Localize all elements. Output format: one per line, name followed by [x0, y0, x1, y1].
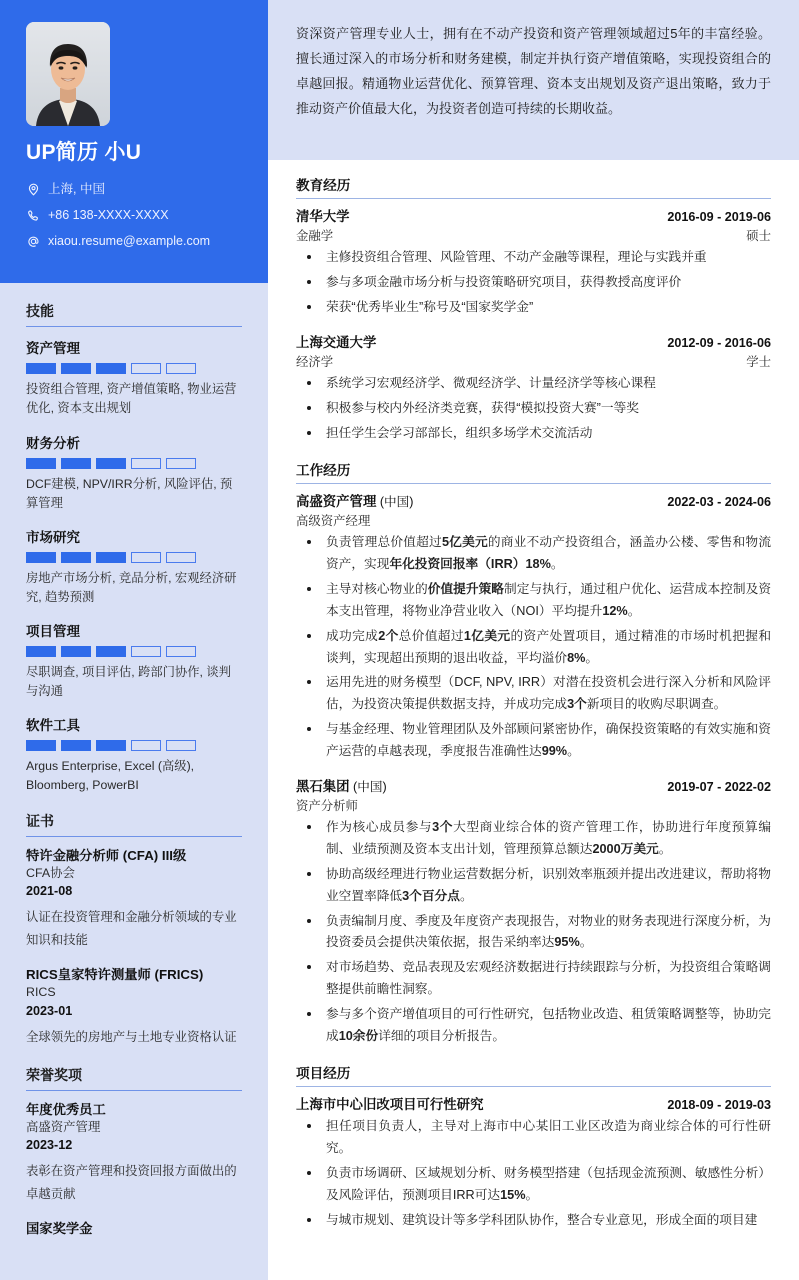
- main-column: [268, 0, 799, 1280]
- certificate-item-name: 特许金融分析师 (CFA) III级: [26, 847, 187, 863]
- entry-date: 2022-03 - 2024-06: [667, 494, 771, 509]
- phone-text: +86 138-XXXX-XXXX: [48, 207, 169, 222]
- skill-description: Argus Enterprise, Excel (高级), Bloomberg, PowerBI: [26, 758, 195, 792]
- company-name: 高盛资产管理 (中国): [296, 493, 414, 509]
- certificate-item-name: RICS皇家特许测量师 (FRICS): [26, 967, 204, 983]
- skill-segment: [131, 363, 161, 374]
- skills-section-title: 技能: [26, 301, 242, 327]
- entry-header: [296, 333, 771, 352]
- entry-subheader: [296, 796, 771, 814]
- skill-segment: [96, 458, 126, 469]
- entry-date: 2018-09 - 2019-03: [667, 1097, 771, 1112]
- education-section: [296, 174, 771, 445]
- list-item: 运用先进的财务模型（DCF, NPV, IRR）对潜在投资机会进行深入分析和风险评估，为投资决策提供数据支持，并成功完成3个新项目的收购尽职调查。: [296, 672, 771, 716]
- list-item: 参与多项金融市场分析与投资策略研究项目，获得教授高度评价: [296, 272, 771, 294]
- list-item: 负责编制月度、季度及年度资产表现报告，对物业的财务表现进行深度分析，为投资委员会提供决策依据，报告采纳率达95%。: [296, 911, 771, 955]
- skill-level-bar: [26, 740, 242, 751]
- list-item: 与城市规划、建筑设计等多学科团队协作，整合专业意见，形成全面的项目建: [296, 1210, 771, 1232]
- education-entry: [296, 207, 771, 319]
- major: 金融学: [296, 229, 334, 244]
- skill-description: 投资组合管理, 资产增值策略, 物业运营优化, 资本支出规划: [26, 382, 237, 416]
- profile-header: [0, 0, 268, 283]
- skill-item: [26, 620, 242, 701]
- certificate-item: [26, 847, 242, 952]
- work-entry: [296, 492, 771, 763]
- work-list: [296, 492, 771, 1048]
- company-suffix: (中国): [376, 494, 414, 509]
- education-entry: [296, 333, 771, 445]
- map-pin-icon: [26, 183, 40, 197]
- certificates-section: [26, 811, 242, 1049]
- skill-level-bar: [26, 458, 242, 469]
- entry-date: 2012-09 - 2016-06: [667, 335, 771, 350]
- certificates-section-title: 证书: [26, 811, 242, 837]
- certificate-item-date: 2023-01: [26, 1003, 73, 1018]
- skill-segment: [166, 363, 196, 374]
- contact-email: [26, 232, 242, 251]
- bullet-list: [296, 373, 771, 445]
- skill-item: [26, 337, 242, 418]
- list-item: 系统学习宏观经济学、微观经济学、计量经济学等核心课程: [296, 373, 771, 395]
- company-name: 黑石集团 (中国): [296, 778, 387, 794]
- skill-description: 房地产市场分析, 竞品分析, 宏观经济研究, 趋势预测: [26, 570, 237, 604]
- skill-segment: [96, 552, 126, 563]
- skill-segment: [61, 646, 91, 657]
- awards-section: [26, 1065, 242, 1238]
- entry-header: [296, 1095, 771, 1114]
- certificate-item: [26, 966, 242, 1048]
- skill-segment: [166, 552, 196, 563]
- skill-segment: [96, 363, 126, 374]
- project-list: [296, 1095, 771, 1232]
- skill-name: 市场研究: [26, 529, 80, 545]
- school-name: 清华大学: [296, 209, 350, 224]
- list-item: 与基金经理、物业管理团队及外部顾问紧密协作，确保投资策略的有效实施和资产运营的卓越表现，季度报告准确性达99%。: [296, 719, 771, 763]
- location-text: 上海, 中国: [48, 182, 105, 197]
- skill-segment: [166, 646, 196, 657]
- company-suffix: (中国): [349, 779, 387, 794]
- skill-segment: [26, 363, 56, 374]
- skill-name: 财务分析: [26, 435, 80, 451]
- avatar: [26, 22, 110, 126]
- certificate-item-description: 全球领先的房地产与土地专业资格认证: [26, 1029, 237, 1044]
- award-item: [26, 1101, 242, 1206]
- skill-segment: [96, 740, 126, 751]
- skill-name: 软件工具: [26, 717, 80, 733]
- work-section-title: 工作经历: [296, 459, 771, 484]
- list-item: 担任项目负责人，主导对上海市中心某旧工业区改造为商业综合体的可行性研究。: [296, 1116, 771, 1160]
- work-entry: [296, 777, 771, 1048]
- award-item-name: 国家奖学金: [26, 1221, 93, 1237]
- skill-name: 资产管理: [26, 341, 80, 357]
- bullet-list: [296, 817, 771, 1047]
- bullet-list: [296, 532, 771, 762]
- skill-name: 项目管理: [26, 623, 80, 639]
- skill-level-bar: [26, 363, 242, 374]
- list-item: 担任学生会学习部部长，组织多场学术交流活动: [296, 423, 771, 445]
- skill-segment: [131, 458, 161, 469]
- project-entry: [296, 1095, 771, 1232]
- degree: 学士: [746, 355, 771, 370]
- skill-segment: [26, 458, 56, 469]
- skill-segment: [26, 552, 56, 563]
- summary-block: [268, 0, 799, 160]
- skills-section: [26, 301, 242, 794]
- sidebar-body: [0, 283, 268, 1280]
- bullet-list: [296, 1116, 771, 1231]
- awards-section-title: 荣誉奖项: [26, 1065, 242, 1091]
- skill-segment: [131, 552, 161, 563]
- entry-date: 2019-07 - 2022-02: [667, 779, 771, 794]
- skill-description: DCF建模, NPV/IRR分析, 风险评估, 预算管理: [26, 476, 233, 510]
- project-section-title: 项目经历: [296, 1062, 771, 1087]
- skill-segment: [61, 363, 91, 374]
- entry-header: [296, 207, 771, 226]
- skill-item: [26, 714, 242, 795]
- list-item: 协助高级经理进行物业运营数据分析，识别效率瓶颈并提出改进建议，帮助将物业空置率降低3个百分点。: [296, 864, 771, 908]
- contact-location: [26, 180, 242, 199]
- skill-description: 尽职调查, 项目评估, 跨部门协作, 谈判与沟通: [26, 664, 231, 698]
- certificates-list: [26, 847, 242, 1049]
- person-name: UP简历 小U: [26, 141, 142, 164]
- skill-segment: [131, 646, 161, 657]
- skill-segment: [26, 740, 56, 751]
- award-item-description: 表彰在资产管理和投资回报方面做出的卓越贡献: [26, 1164, 237, 1202]
- certificate-item-org: CFA协会: [26, 865, 75, 880]
- email-text: xiaou.resume@example.com: [48, 233, 211, 248]
- entry-header: [296, 777, 771, 796]
- skills-list: [26, 337, 242, 794]
- skill-segment: [61, 458, 91, 469]
- degree: 硕士: [746, 229, 771, 244]
- certificate-item-org: RICS: [26, 985, 56, 1000]
- list-item: 作为核心成员参与3个大型商业综合体的资产管理工作，协助进行年度预算编制、业绩预测及资本支出计划，管理预算总额达2000万美元。: [296, 817, 771, 861]
- main-body: [268, 160, 799, 1265]
- list-item: 主导对核心物业的价值提升策略制定与执行，通过租户优化、运营成本控制及资本支出管理，将物业净营业收入（NOI）平均提升12%。: [296, 579, 771, 623]
- project-name: 上海市中心旧改项目可行性研究: [296, 1096, 484, 1112]
- education-section-title: 教育经历: [296, 174, 771, 199]
- certificate-item-description: 认证在投资管理和金融分析领域的专业知识和技能: [26, 910, 237, 948]
- list-item: 主修投资组合管理、风险管理、不动产金融等课程，理论与实践并重: [296, 247, 771, 269]
- award-item: [26, 1220, 242, 1238]
- skill-segment: [96, 646, 126, 657]
- list-item: 对市场趋势、竞品表现及宏观经济数据进行持续跟踪与分析，为投资组合策略调整提供前瞻性洞察。: [296, 957, 771, 1001]
- skill-item: [26, 432, 242, 513]
- skill-segment: [166, 740, 196, 751]
- award-item-date: 2023-12: [26, 1138, 73, 1153]
- skill-level-bar: [26, 646, 242, 657]
- skill-segment: [61, 552, 91, 563]
- at-sign-icon: [26, 234, 40, 248]
- entry-subheader: [296, 352, 771, 370]
- project-section: [296, 1062, 771, 1232]
- entry-date: 2016-09 - 2019-06: [667, 210, 771, 224]
- job-role: 高级资产经理: [296, 514, 371, 529]
- entry-subheader: [296, 511, 771, 529]
- list-item: 积极参与校内外经济类竞赛，获得“模拟投资大赛”一等奖: [296, 398, 771, 420]
- education-list: [296, 207, 771, 445]
- list-item: 负责管理总价值超过5亿美元的商业不动产投资组合，涵盖办公楼、零售和物流资产，实现年化投资回报率（IRR）18%。: [296, 532, 771, 576]
- entry-header: [296, 492, 771, 511]
- skill-segment: [131, 740, 161, 751]
- work-section: [296, 459, 771, 1048]
- skill-segment: [26, 646, 56, 657]
- phone-icon: [26, 208, 40, 222]
- summary-text: 资深资产管理专业人士，拥有在不动产投资和资产管理领域超过5年的丰富经验。擅长通过深入的市场分析和财务建模，制定并执行资产增值策略，实现投资组合的卓越回报。精通物业运营优化、预算管理、资本支出规划及资产退出策略，致力于推动资产价值最大化，为投资者创造可持续的长期收益。: [296, 26, 771, 116]
- school-name: 上海交通大学: [296, 334, 377, 350]
- entry-subheader: [296, 226, 771, 244]
- skill-segment: [61, 740, 91, 751]
- contact-phone: [26, 206, 242, 225]
- award-item-org: 高盛资产管理: [26, 1119, 101, 1134]
- list-item: 参与多个资产增值项目的可行性研究，包括物业改造、租赁策略调整等，协助完成10余份详细的项目分析报告。: [296, 1004, 771, 1048]
- sidebar: [0, 0, 268, 1280]
- skill-level-bar: [26, 552, 242, 563]
- list-item: 荣获“优秀毕业生”称号及“国家奖学金”: [296, 297, 771, 319]
- major: 经济学: [296, 355, 334, 370]
- certificate-item-date: 2021-08: [26, 884, 73, 899]
- list-item: 负责市场调研、区域规划分析、财务模型搭建（包括现金流预测、敏感性分析）及风险评估，预测项目IRR可达15%。: [296, 1163, 771, 1207]
- skill-item: [26, 526, 242, 607]
- skill-segment: [166, 458, 196, 469]
- awards-list: [26, 1101, 242, 1238]
- bullet-list: [296, 247, 771, 319]
- award-item-name: 年度优秀员工: [26, 1101, 106, 1117]
- list-item: 成功完成2个总价值超过1亿美元的资产处置项目，通过精准的市场时机把握和谈判，实现超出预期的退出收益，平均溢价8%。: [296, 626, 771, 670]
- job-role: 资产分析师: [296, 799, 358, 814]
